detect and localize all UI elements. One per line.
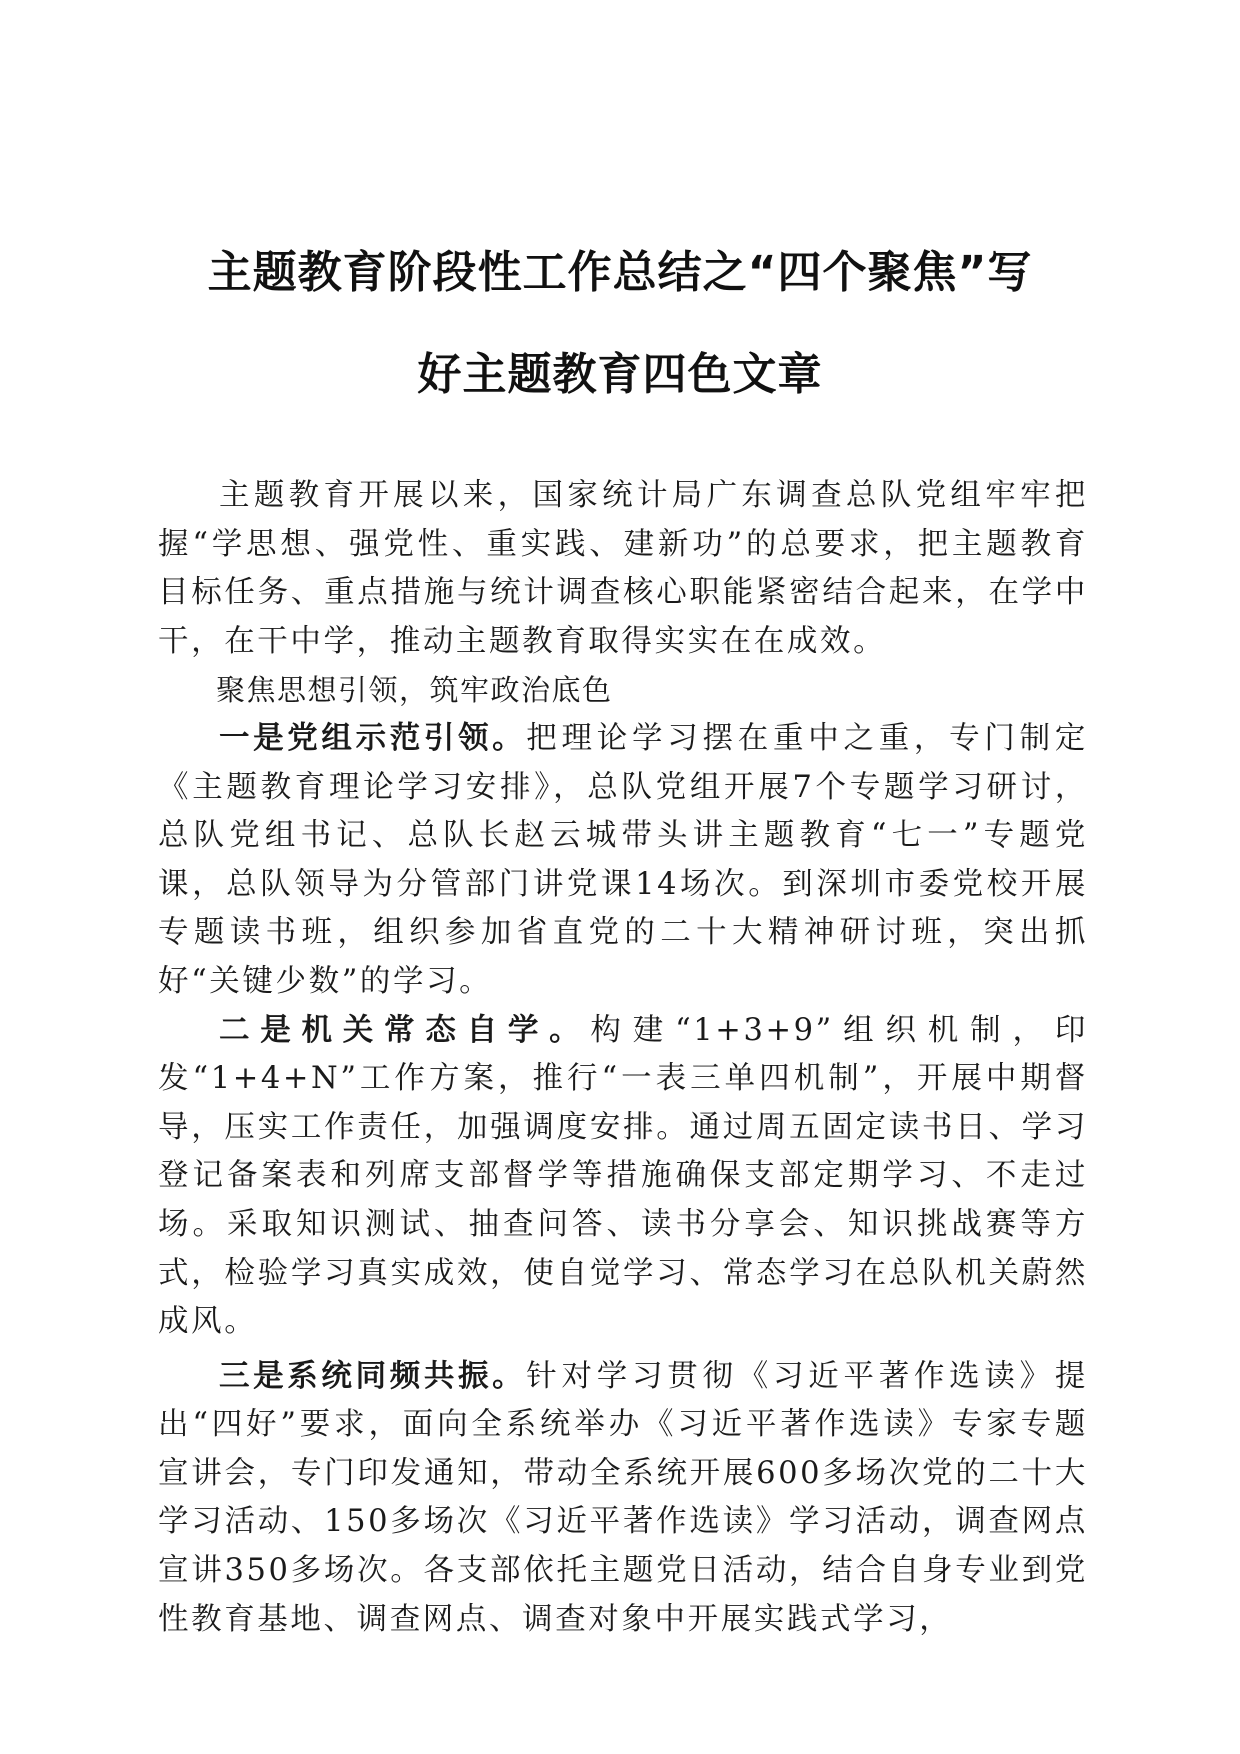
paragraph-1: [158, 715, 1088, 1007]
document-title: [140, 222, 1100, 426]
document-body: [158, 472, 1088, 1644]
paragraph-3-lead: 三是系统同频共振。: [219, 1358, 527, 1394]
paragraph-3: [158, 1353, 1088, 1645]
title-line-1: 主题教育阶段性工作总结之“四个聚焦”写: [207, 247, 1033, 298]
paragraph-1-text: 把理论学习摆在重中之重，专门制定《主题教育理论学习安排》，总队党组开展7个专题学习研讨，总队党组书记、总队长赵云城带头讲主题教育“七一”专题党课，总队领导为分管部门讲党课14场次。到深圳市委党校开展专题读书班，组织参加省直党的二十大精神研讨班，突出抓好“关键少数”的学习。: [158, 720, 1088, 999]
paragraph-2-text: 构建“1+3+9”组织机制，印发“1+4+N”工作方案，推行“一表三单四机制”，开展中期督导，压实工作责任，加强调度安排。通过周五固定读书日、学习登记备案表和列席支部督学等措施确保支部定期学习、不走过场。采取知识测试、抽查问答、读书分享会、知识挑战赛等方式，检验学习真实成效，使自觉学习、常态学习在总队机关蔚然成风。: [158, 1012, 1088, 1340]
paragraph-2: [158, 1007, 1088, 1347]
title-line-2: 好主题教育四色文章: [417, 349, 823, 400]
intro-paragraph: 主题教育开展以来，国家统计局广东调查总队党组牢牢把握“学思想、强党性、重实践、建新功”的总要求，把主题教育目标任务、重点措施与统计调查核心职能紧密结合起来，在学中干，在干中学，推动主题教育取得实实在在成效。: [158, 478, 1088, 659]
section-heading: 聚焦思想引领，筑牢政治底色: [216, 673, 613, 708]
paragraph-3-text: 针对学习贯彻《习近平著作选读》提出“四好”要求，面向全系统举办《习近平著作选读》专家专题宣讲会，专门印发通知，带动全系统开展600多场次党的二十大学习活动、150多场次《习近平著作选读》学习活动，调查网点宣讲350多场次。各支部依托主题党日活动，结合自身专业到党性教育基地、调查网点、调查对象中开展实践式学习，: [158, 1358, 1088, 1637]
paragraph-1-lead: 一是党组示范引领。: [219, 720, 527, 756]
paragraph-2-lead: 二是机关常态自学。: [219, 1012, 591, 1048]
